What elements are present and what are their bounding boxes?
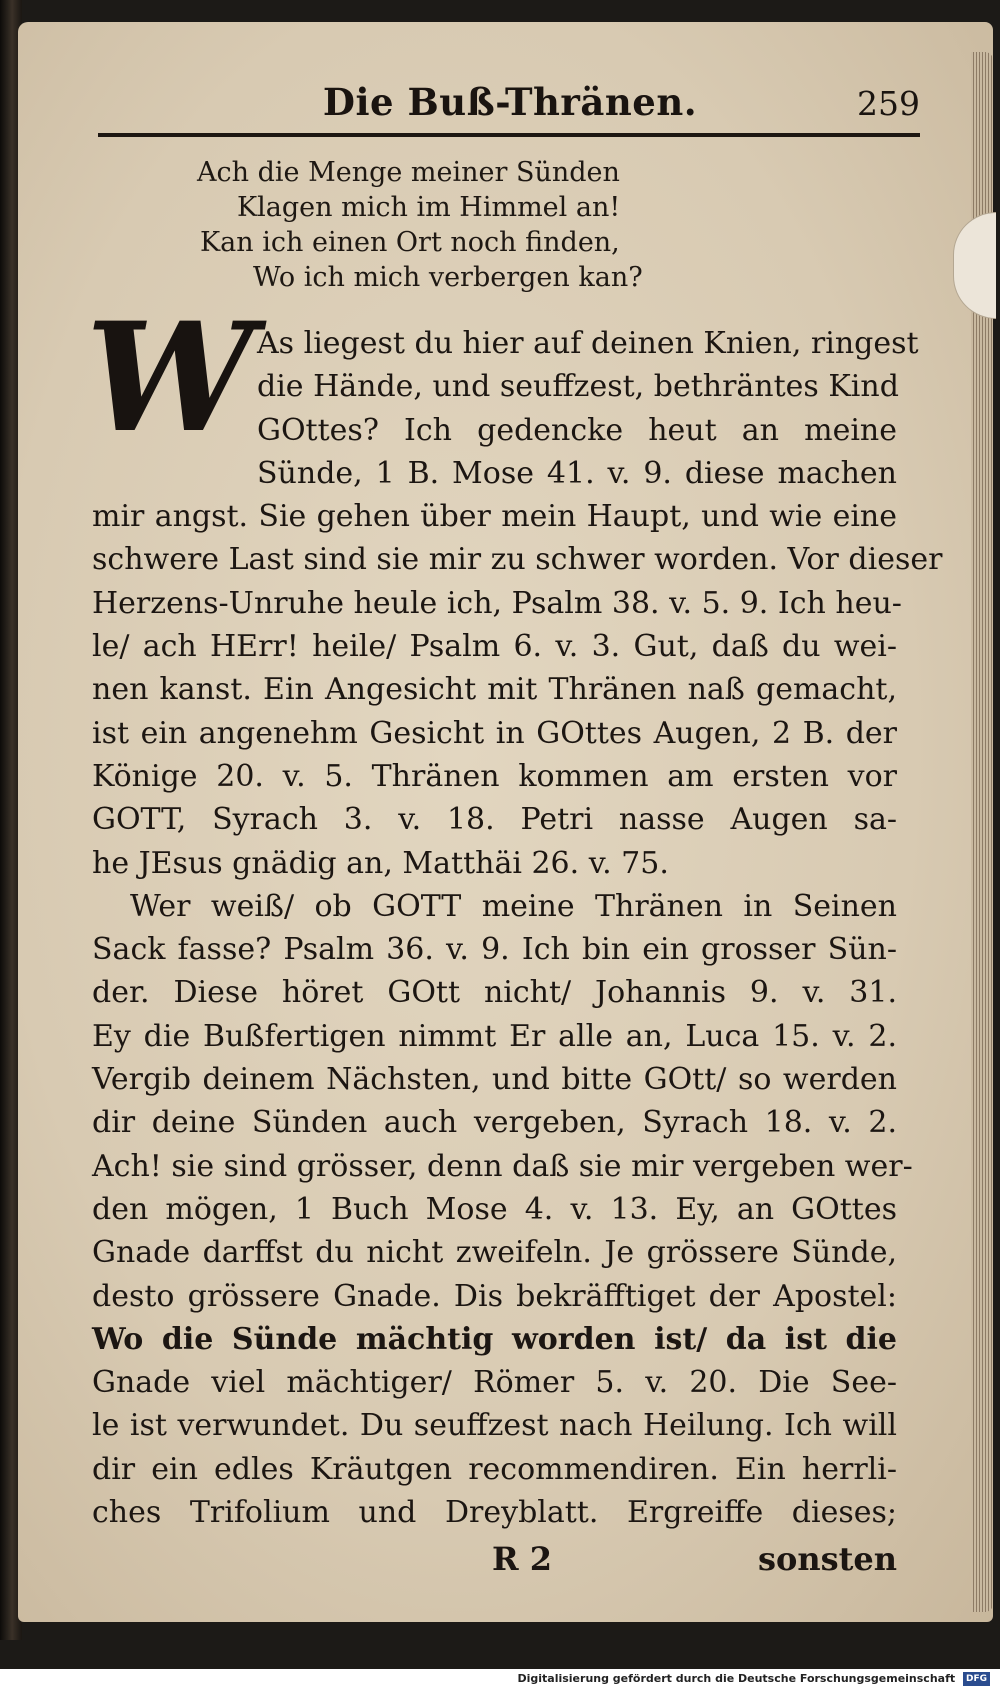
signature-mark: R 2	[492, 1540, 552, 1578]
text-line: nen kanst. Ein Angesicht mit Thränen naß gemacht,	[92, 672, 897, 708]
verse-line: Ach die Menge meiner Sünden	[197, 157, 620, 188]
text-line: dir deine Sünden auch vergeben, Syrach 18. v. 2.	[92, 1105, 897, 1141]
page-header	[100, 80, 920, 140]
page-footer	[92, 1540, 897, 1585]
body-text	[92, 322, 943, 1534]
dropcap-initial: W	[85, 290, 255, 466]
text-line: As liegest du hier auf deinen Knien, ringest	[257, 326, 919, 361]
digitization-credit	[0, 1669, 1000, 1689]
text-line: Gnade darffst du nicht zweifeln. Je grössere Sünde,	[92, 1235, 897, 1271]
dfg-logo-icon: DFG	[963, 1672, 990, 1686]
text-line: den mögen, 1 Buch Mose 4. v. 13. Ey, an GOttes	[92, 1191, 897, 1227]
verse-block	[175, 155, 735, 295]
text-line: der. Diese höret GOtt nicht/ Johannis 9. v. 31.	[92, 975, 897, 1011]
text-line: Gnade viel mächtiger/ Römer 5. v. 20. Die See-	[92, 1365, 897, 1401]
text-line: Könige 20. v. 5. Thränen kommen am ersten vor	[92, 758, 897, 794]
text-line: die Hände, und seuffzest, bethräntes Kind	[257, 369, 899, 405]
text-line: Vergib deinem Nächsten, und bitte GOtt/ so werden	[92, 1062, 897, 1098]
text-line: Herzens-Unruhe heule ich, Psalm 38. v. 5. 9. Ich heu-	[92, 585, 902, 621]
running-head: Die Buß-Thränen.	[322, 80, 698, 124]
credit-text: Digitalisierung gefördert durch die Deutsche Forschungsgemeinschaft	[517, 1672, 956, 1685]
text-line: le/ ach HErr! heile/ Psalm 6. v. 3. Gut, daß du wei-	[92, 629, 897, 665]
text-line: mir angst. Sie gehen über mein Haupt, und wie eine	[92, 499, 897, 535]
text-line: Sack fasse? Psalm 36. v. 9. Ich bin ein grosser Sün-	[92, 932, 897, 968]
text-line: Wer weiß/ ob GOTT meine Thränen in Seinen	[130, 888, 897, 924]
text-line: Sünde, 1 B. Mose 41. v. 9. diese machen	[257, 455, 897, 491]
text-line: desto grössere Gnade. Dis bekräfftiget der Apostel:	[92, 1278, 897, 1314]
text-line: Wo die Sünde mächtig worden ist/ da ist die	[92, 1321, 897, 1357]
header-rule	[98, 133, 920, 137]
text-line: Ach! sie sind grösser, denn daß sie mir vergeben wer-	[92, 1148, 913, 1184]
text-line: ist ein angenehm Gesicht in GOttes Augen, 2 B. der	[92, 715, 897, 751]
text-line: Ey die Bußfertigen nimmt Er alle an, Luca 15. v. 2.	[92, 1018, 897, 1054]
text-line: le ist verwundet. Du seuffzest nach Heilung. Ich will	[92, 1408, 897, 1444]
text-line: GOttes? Ich gedencke heut an meine	[257, 412, 897, 448]
text-line: GOTT, Syrach 3. v. 18. Petri nasse Augen sa-	[92, 802, 897, 838]
catchword: sonsten	[757, 1540, 897, 1578]
text-line: he JEsus gnädig an, Matthäi 26. v. 75.	[92, 845, 669, 881]
text-line: ches Trifolium und Dreyblatt. Ergreiffe dieses;	[92, 1495, 897, 1531]
text-line: schwere Last sind sie mir zu schwer worden. Vor dieser	[92, 542, 943, 578]
verse-line: Wo ich mich verbergen kan?	[253, 262, 643, 293]
verse-line: Kan ich einen Ort noch finden,	[200, 227, 620, 258]
page-number: 259	[857, 84, 920, 123]
verse-line: Klagen mich im Himmel an!	[237, 192, 621, 223]
text-line: dir ein edles Kräutgen recommendiren. Ein herrli-	[92, 1451, 897, 1487]
